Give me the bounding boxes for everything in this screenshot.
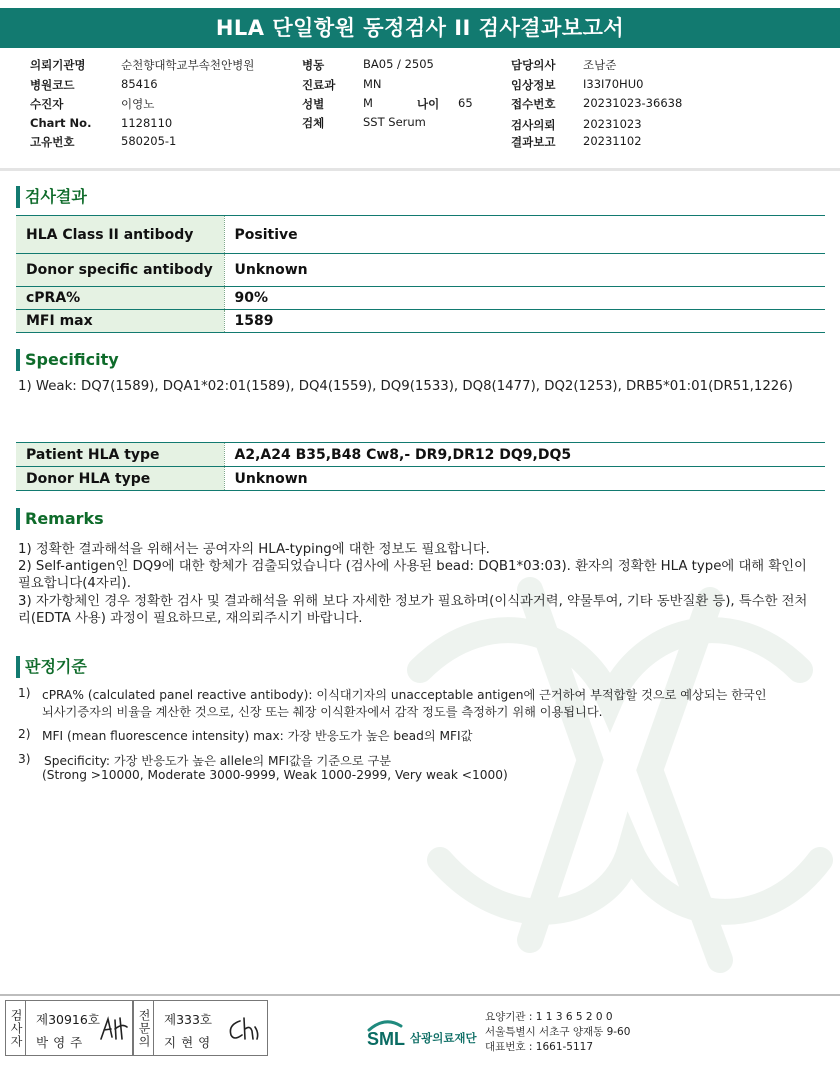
table-row [16, 467, 825, 491]
remark-line: 2) Self-antigen인 DQ9에 대한 항체가 검출되었습니다 (검사에 사용된 bead: DQB1*03:03). 환자의 정확한 HLA type에 대해 확인이 [18, 559, 807, 574]
result-key: MFI max [16, 310, 224, 333]
criteria-line: MFI (mean fluorescence intensity) max: 가장 반응도가 높은 bead의 MFI값 [42, 729, 473, 743]
hla-key: Donor HLA type [16, 467, 224, 491]
hla-key: Patient HLA type [16, 443, 224, 467]
criteria-line: 뇌사기증자의 비율을 계산한 것으로, 신장 또는 췌장 이식환자에서 감작 정도를 측정하기 위해 이용됩니다. [42, 705, 603, 719]
result-value: Unknown [224, 254, 825, 287]
clinical-info-value: I33I70HU0 [583, 77, 644, 91]
receipt-no-label: 접수번호 [511, 97, 556, 111]
table-row [16, 287, 825, 310]
report-date-label: 결과보고 [511, 135, 556, 149]
unique-id-label: 고유번호 [30, 135, 75, 149]
table-row [16, 443, 825, 467]
chart-no-value: 1128110 [121, 116, 173, 130]
criteria-num: 3) [18, 752, 31, 766]
remarks-section-title: Remarks [16, 508, 104, 530]
result-key: Donor specific antibody [16, 254, 224, 287]
hospital-code-value: 85416 [121, 77, 158, 91]
examiner-name: 박영주 [36, 1035, 88, 1050]
hla-type-table [16, 442, 825, 491]
ward-value: BA05 / 2505 [363, 57, 434, 71]
remark-line: 1) 정확한 결과해석을 위해서는 공여자의 HLA-typing에 대한 정보도 필요합니다. [18, 542, 490, 557]
doctor-label: 담당의사 [511, 58, 556, 72]
doctor-value: 조남준 [583, 58, 617, 72]
examiner-label-text: 검사자 [9, 1008, 23, 1048]
chart-no-label: Chart No. [30, 116, 92, 130]
department-label: 진료과 [302, 78, 336, 92]
lab-info-line: 대표번호 : 1661-5117 [485, 1041, 594, 1053]
patient-info-block [0, 50, 840, 168]
request-date-value: 20231023 [583, 117, 642, 131]
department-value: MN [363, 77, 382, 91]
receipt-no-value: 20231023-36638 [583, 96, 683, 110]
hospital-value: 순천향대학교부속천안병원 [121, 58, 255, 72]
result-value: 1589 [224, 310, 825, 333]
table-row [16, 310, 825, 333]
specialist-label-text: 전문의 [137, 1008, 151, 1048]
examiner-label [6, 1001, 26, 1055]
lab-info-line: 요양기관 : 1 1 3 6 5 2 0 0 [485, 1011, 613, 1023]
specimen-label: 검체 [302, 116, 325, 130]
hospital-label: 의뢰기관명 [30, 58, 86, 72]
specificity-text: 1) Weak: DQ7(1589), DQA1*02:01(1589), DQ4(1559), DQ9(1533), DQ8(1477), DQ2(1253), DRB5*01:01(DR51,1226) [18, 379, 793, 394]
patient-value: 이영노 [121, 97, 155, 111]
header-divider [0, 168, 840, 171]
specialist-signature-icon [226, 1015, 262, 1043]
hospital-code-label: 병원코드 [30, 78, 75, 92]
result-key: HLA Class II antibody [16, 216, 224, 254]
sex-value: M [363, 96, 373, 110]
table-row [16, 216, 825, 254]
request-date-label: 검사의뢰 [511, 118, 556, 132]
ward-label: 병동 [302, 58, 325, 72]
specimen-value: SST Serum [363, 115, 426, 129]
result-value: Positive [224, 216, 825, 254]
patient-label: 수진자 [30, 97, 64, 111]
criteria-line: cPRA% (calculated panel reactive antibody): 이식대기자의 unacceptable antigen에 근거하여 부적합할 것으로 예상되는 한국인 [42, 688, 767, 702]
logo-text: SML [367, 1029, 405, 1049]
hla-value: Unknown [224, 467, 825, 491]
specialist-license: 제333호 [164, 1012, 213, 1027]
table-row [16, 254, 825, 287]
remark-line: 필요합니다(4자리). [18, 576, 131, 591]
org-name: 삼광의료재단 [410, 1031, 477, 1045]
criteria-line: (Strong >10000, Moderate 3000-9999, Weak 1000-2999, Very weak <1000) [42, 768, 508, 782]
specialist-name: 지현영 [164, 1035, 216, 1050]
specialist-signature-box [133, 1000, 268, 1056]
criteria-num: 2) [18, 727, 31, 741]
result-value: 90% [224, 287, 825, 310]
sml-logo-icon [365, 1012, 485, 1052]
report-date-value: 20231102 [583, 134, 642, 148]
unique-id-value: 580205-1 [121, 134, 177, 148]
examiner-signature-icon [98, 1015, 130, 1043]
criteria-section-title: 판정기준 [16, 656, 87, 678]
lab-info-line: 서울특별시 서초구 양재동 9-60 [485, 1026, 631, 1038]
criteria-num: 1) [18, 686, 31, 700]
examiner-license: 제30916호 [36, 1012, 100, 1027]
sml-logo [365, 1012, 485, 1052]
remark-line: 3) 자가항체인 경우 정확한 검사 및 결과해석을 위해 보다 자세한 정보가 필요하며(이식과거력, 약물투여, 기타 동반질환 등), 특수한 전처 [18, 594, 808, 609]
specificity-section-title: Specificity [16, 349, 119, 371]
age-value: 65 [458, 96, 473, 110]
age-label: 나이 [417, 97, 440, 111]
report-title: HLA 단일항원 동정검사 II 검사결과보고서 [0, 8, 840, 48]
results-section-title: 검사결과 [16, 186, 87, 208]
clinical-info-label: 임상정보 [511, 78, 556, 92]
hla-value: A2,A24 B35,B48 Cw8,- DR9,DR12 DQ9,DQ5 [224, 443, 825, 467]
footer-divider [0, 994, 840, 996]
examiner-signature-box [5, 1000, 133, 1056]
sex-label: 성별 [302, 97, 325, 111]
criteria-line: Specificity: 가장 반응도가 높은 allele의 MFI값을 기준으로 구분 [44, 754, 392, 768]
specialist-label [134, 1001, 154, 1055]
remark-line: 리(EDTA 사용) 과정이 필요하므로, 재의뢰주시기 바랍니다. [18, 611, 363, 626]
results-table [16, 215, 825, 333]
result-key: cPRA% [16, 287, 224, 310]
